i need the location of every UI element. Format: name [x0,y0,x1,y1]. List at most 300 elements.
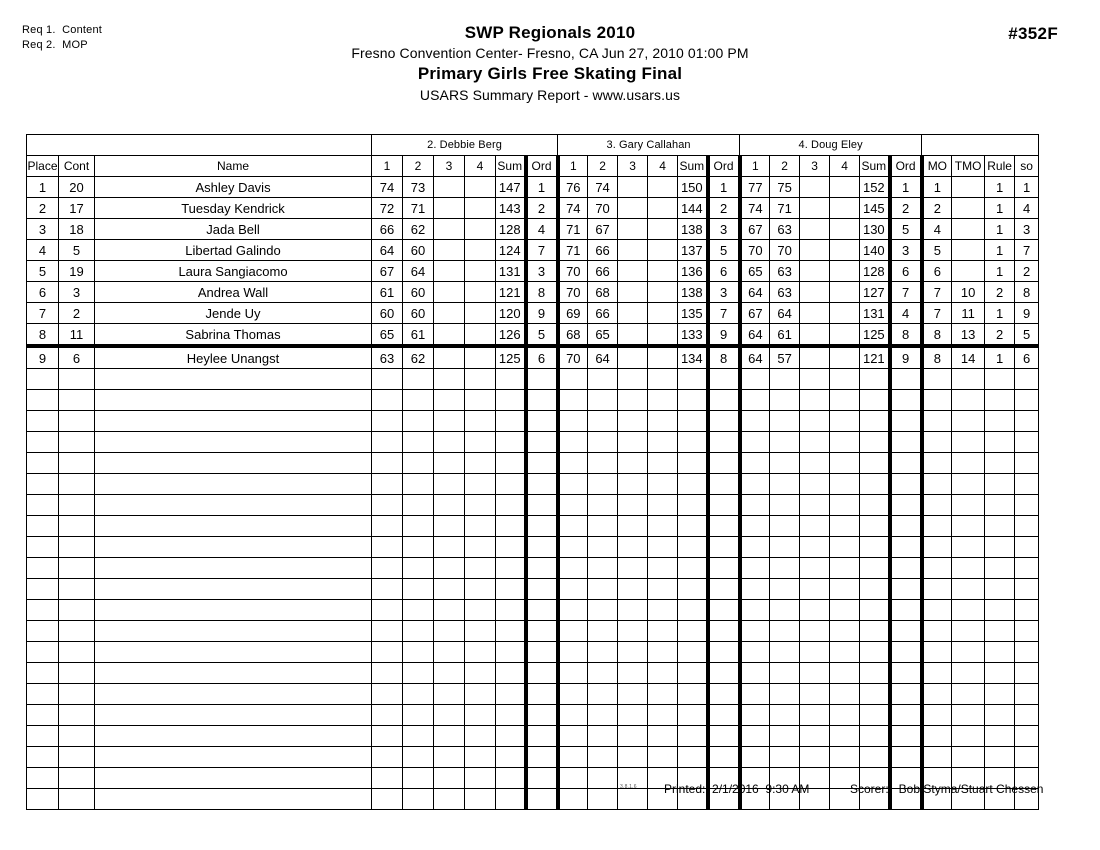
cell-empty [403,747,434,768]
cell-j3-1: 69 [558,303,588,324]
requirement-note-1: Req 1. Content [22,24,103,36]
cell-j4-3 [800,324,830,347]
cell-empty [465,684,496,705]
cell-empty [95,747,372,768]
cell-empty [1015,516,1039,537]
cell-j2-ord: 5 [526,324,558,347]
cell-j4-sum: 127 [860,282,890,303]
cell-j4-sum: 140 [860,240,890,261]
cell-j4-4 [830,219,860,240]
cell-empty [526,558,558,579]
cell-empty [922,537,952,558]
cell-empty [860,474,890,495]
cell-empty [708,369,740,390]
cell-empty [558,537,588,558]
cell-empty [588,411,618,432]
cell-empty [496,579,526,600]
cell-j4-3 [800,219,830,240]
cell-empty [27,705,59,726]
cell-empty [588,453,618,474]
cell-empty [558,642,588,663]
cell-empty [740,474,770,495]
cell-empty [95,621,372,642]
cell-empty [770,453,800,474]
cell-rule: 1 [985,240,1015,261]
cell-empty [800,453,830,474]
cell-empty [890,369,922,390]
cell-empty [648,663,678,684]
cell-rule: 2 [985,282,1015,303]
cell-place: 5 [27,261,59,282]
judge-banner-2: 3. Gary Callahan [558,135,740,156]
table-row-empty[interactable] [27,474,1039,495]
cell-j4-sum: 128 [860,261,890,282]
cell-empty [860,390,890,411]
cell-j3-sum: 137 [678,240,708,261]
cell-j2-2: 60 [403,303,434,324]
cell-empty [648,516,678,537]
cell-rule: 1 [985,198,1015,219]
cell-j2-1: 64 [372,240,403,261]
cell-j3-1: 71 [558,240,588,261]
event-title: Primary Girls Free Skating Final [417,64,683,83]
cell-empty [526,705,558,726]
cell-empty [588,495,618,516]
cell-empty [465,558,496,579]
cell-empty [708,642,740,663]
cell-j4-4 [830,303,860,324]
judge-banner-3: 4. Doug Eley [740,135,922,156]
cell-j2-4 [465,303,496,324]
cell-empty [860,600,890,621]
cell-empty [372,537,403,558]
column-header-tmo: TMO [952,156,985,177]
cell-j4-1: 67 [740,219,770,240]
cell-j2-sum: 128 [496,219,526,240]
cell-j3-sum: 138 [678,219,708,240]
cell-j4-2: 63 [770,261,800,282]
cell-empty [27,537,59,558]
table-row[interactable] [27,346,1039,369]
cell-empty [496,390,526,411]
cell-j4-1: 64 [740,282,770,303]
cell-empty [27,642,59,663]
cell-j3-2: 65 [588,324,618,347]
cell-empty [890,432,922,453]
table-row-empty[interactable] [27,684,1039,705]
table-row[interactable] [27,282,1039,303]
cell-j4-ord: 6 [890,261,922,282]
cell-empty [372,369,403,390]
cell-j3-1: 74 [558,198,588,219]
cell-empty [952,558,985,579]
cell-empty [648,684,678,705]
table-row[interactable] [27,240,1039,261]
cell-empty [800,642,830,663]
table-row[interactable] [27,219,1039,240]
cell-j2-2: 64 [403,261,434,282]
cell-empty [588,516,618,537]
cell-empty [496,411,526,432]
table-row-empty[interactable] [27,642,1039,663]
cell-j3-4 [648,198,678,219]
table-row-empty[interactable] [27,747,1039,768]
cell-j4-3 [800,282,830,303]
cell-j2-4 [465,240,496,261]
cell-j3-ord: 1 [708,177,740,198]
cell-empty [465,432,496,453]
cell-empty [95,642,372,663]
cell-empty [27,747,59,768]
table-row[interactable] [27,198,1039,219]
cell-so: 6 [1015,346,1039,369]
cell-empty [922,411,952,432]
cell-empty [860,705,890,726]
column-header-j4-sum: Sum [860,156,890,177]
cell-empty [648,600,678,621]
cell-contestant-number: 17 [59,198,95,219]
cell-empty [558,600,588,621]
cell-empty [618,411,648,432]
cell-empty [558,411,588,432]
cell-empty [27,726,59,747]
cell-j2-2: 61 [403,324,434,347]
cell-empty [588,537,618,558]
cell-empty [800,495,830,516]
table-row-empty[interactable] [27,600,1039,621]
cell-empty [678,600,708,621]
cell-empty [618,453,648,474]
cell-empty [770,411,800,432]
cell-empty [27,621,59,642]
cell-empty [860,411,890,432]
table-row-empty[interactable] [27,663,1039,684]
cell-empty [678,747,708,768]
cell-empty [830,537,860,558]
cell-empty [618,621,648,642]
table-row-empty[interactable] [27,390,1039,411]
cell-empty [830,600,860,621]
cell-j3-3 [618,303,648,324]
cell-empty [27,558,59,579]
cell-tmo [952,198,985,219]
cell-empty [800,747,830,768]
table-row-empty[interactable] [27,453,1039,474]
cell-j2-4 [465,324,496,347]
cell-empty [985,411,1015,432]
cell-empty [618,495,648,516]
cell-j4-sum: 130 [860,219,890,240]
cell-so: 5 [1015,324,1039,347]
cell-tmo [952,177,985,198]
cell-empty [434,411,465,432]
cell-empty [95,495,372,516]
cell-empty [372,684,403,705]
cell-empty [372,663,403,684]
cell-empty [678,579,708,600]
table-row-empty[interactable] [27,621,1039,642]
cell-empty [890,411,922,432]
column-header-j4-2: 2 [770,156,800,177]
cell-empty [830,495,860,516]
cell-contestant-number: 18 [59,219,95,240]
cell-empty [860,747,890,768]
table-row-empty[interactable] [27,558,1039,579]
cell-empty [526,600,558,621]
cell-empty [434,474,465,495]
cell-empty [558,663,588,684]
cell-empty [800,663,830,684]
column-header-j2-1: 1 [372,156,403,177]
column-header-j3-4: 4 [648,156,678,177]
cell-j3-2: 70 [588,198,618,219]
cell-empty [496,684,526,705]
cell-empty [922,495,952,516]
cell-empty [558,558,588,579]
cell-j4-3 [800,261,830,282]
cell-empty [434,495,465,516]
cell-empty [890,642,922,663]
cell-mo: 2 [922,198,952,219]
cell-rule: 1 [985,261,1015,282]
cell-j2-2: 73 [403,177,434,198]
cell-empty [465,474,496,495]
cell-empty [952,537,985,558]
cell-j3-4 [648,261,678,282]
cell-empty [372,432,403,453]
cell-j3-1: 70 [558,346,588,369]
cell-empty [985,621,1015,642]
cell-empty [890,516,922,537]
cell-empty [985,369,1015,390]
cell-j2-4 [465,282,496,303]
cell-j2-3 [434,282,465,303]
cell-empty [922,369,952,390]
cell-empty [740,558,770,579]
table-row[interactable] [27,324,1039,347]
cell-empty [830,705,860,726]
cell-empty [1015,474,1039,495]
cell-j2-3 [434,219,465,240]
cell-j2-4 [465,346,496,369]
cell-empty [800,621,830,642]
cell-j2-sum: 124 [496,240,526,261]
cell-empty [708,579,740,600]
cell-empty [708,747,740,768]
table-row[interactable] [27,261,1039,282]
cell-empty [27,684,59,705]
cell-empty [526,747,558,768]
cell-empty [890,537,922,558]
cell-empty [860,579,890,600]
column-header-j3-ord: Ord [708,156,740,177]
cell-empty [59,747,95,768]
cell-j3-1: 68 [558,324,588,347]
report-header [0,22,1100,106]
cell-empty [708,726,740,747]
cell-empty [1015,411,1039,432]
cell-j3-3 [618,261,648,282]
cell-empty [27,663,59,684]
cell-empty [678,705,708,726]
cell-empty [952,684,985,705]
cell-empty [830,579,860,600]
cell-empty [27,390,59,411]
cell-j4-3 [800,346,830,369]
cell-j2-2: 60 [403,240,434,261]
cell-empty [465,600,496,621]
column-header-j2-4: 4 [465,156,496,177]
cell-empty [434,558,465,579]
cell-empty [1015,663,1039,684]
table-row[interactable] [27,177,1039,198]
cell-j3-2: 68 [588,282,618,303]
cell-empty [618,432,648,453]
cell-empty [95,726,372,747]
cell-empty [434,705,465,726]
cell-empty [740,705,770,726]
cell-empty [860,495,890,516]
cell-empty [708,663,740,684]
cell-j2-3 [434,261,465,282]
cell-j4-2: 70 [770,240,800,261]
cell-j2-ord: 1 [526,177,558,198]
cell-empty [985,516,1015,537]
column-header-name: Name [95,156,372,177]
table-row[interactable] [27,303,1039,324]
cell-j3-sum: 150 [678,177,708,198]
scorer-credit: Scorer: Bob Styma/Stuart Chessen [850,782,1044,796]
cell-j2-1: 74 [372,177,403,198]
column-header-rule: Rule [985,156,1015,177]
cell-empty [1015,705,1039,726]
cell-empty [985,495,1015,516]
cell-tmo [952,219,985,240]
cell-empty [526,684,558,705]
column-header-j3-1: 1 [558,156,588,177]
cell-empty [922,390,952,411]
cell-j3-3 [618,240,648,261]
cell-empty [526,642,558,663]
cell-empty [372,474,403,495]
column-header-cont: Cont [59,156,95,177]
column-header-j4-4: 4 [830,156,860,177]
cell-empty [403,621,434,642]
cell-empty [558,516,588,537]
cell-empty [740,663,770,684]
cell-tmo: 10 [952,282,985,303]
cell-empty [558,390,588,411]
cell-empty [860,684,890,705]
cell-empty [95,516,372,537]
cell-empty [922,579,952,600]
cell-skater-name: Sabrina Thomas [95,324,372,347]
report-source: USARS Summary Report - www.usars.us [419,87,681,103]
cell-empty [648,705,678,726]
cell-skater-name: Laura Sangiacomo [95,261,372,282]
cell-empty [1015,621,1039,642]
cell-j2-4 [465,219,496,240]
cell-place: 1 [27,177,59,198]
cell-empty [403,726,434,747]
cell-tmo [952,261,985,282]
cell-empty [558,432,588,453]
cell-j3-ord: 8 [708,346,740,369]
cell-j3-3 [618,282,648,303]
cell-j2-ord: 3 [526,261,558,282]
table-row-empty[interactable] [27,411,1039,432]
cell-empty [708,495,740,516]
cell-empty [648,537,678,558]
cell-empty [59,411,95,432]
table-row-empty[interactable] [27,432,1039,453]
cell-tmo: 13 [952,324,985,347]
table-row-empty[interactable] [27,369,1039,390]
cell-empty [985,432,1015,453]
cell-j4-3 [800,177,830,198]
cell-empty [770,747,800,768]
cell-empty [678,390,708,411]
cell-empty [403,411,434,432]
cell-empty [465,537,496,558]
cell-j4-4 [830,240,860,261]
table-row-empty[interactable] [27,516,1039,537]
cell-empty [740,432,770,453]
cell-empty [678,453,708,474]
cell-empty [59,537,95,558]
cell-j3-4 [648,177,678,198]
column-header-j2-3: 3 [434,156,465,177]
cell-empty [952,642,985,663]
cell-j4-3 [800,240,830,261]
cell-empty [860,726,890,747]
cell-empty [678,642,708,663]
table-row-empty[interactable] [27,726,1039,747]
cell-j4-2: 71 [770,198,800,219]
cell-empty [558,495,588,516]
table-row-empty[interactable] [27,537,1039,558]
cell-j3-4 [648,240,678,261]
cell-empty [1015,537,1039,558]
table-row-empty[interactable] [27,705,1039,726]
cell-empty [648,579,678,600]
cell-so: 7 [1015,240,1039,261]
cell-empty [952,726,985,747]
cell-j2-2: 62 [403,219,434,240]
cell-empty [526,537,558,558]
cell-j3-2: 66 [588,261,618,282]
cell-empty [922,474,952,495]
cell-empty [59,558,95,579]
cell-empty [678,726,708,747]
cell-empty [830,432,860,453]
cell-j4-4 [830,346,860,369]
cell-j4-ord: 9 [890,346,922,369]
table-row-empty[interactable] [27,495,1039,516]
cell-empty [770,663,800,684]
cell-j3-1: 76 [558,177,588,198]
column-header-j3-sum: Sum [678,156,708,177]
cell-place: 6 [27,282,59,303]
requirement-note-2: Req 2. MOP [22,39,88,51]
cell-empty [922,642,952,663]
cell-empty [890,453,922,474]
cell-empty [465,516,496,537]
table-row-empty[interactable] [27,579,1039,600]
cell-j3-ord: 2 [708,198,740,219]
cell-empty [770,474,800,495]
cell-empty [770,516,800,537]
